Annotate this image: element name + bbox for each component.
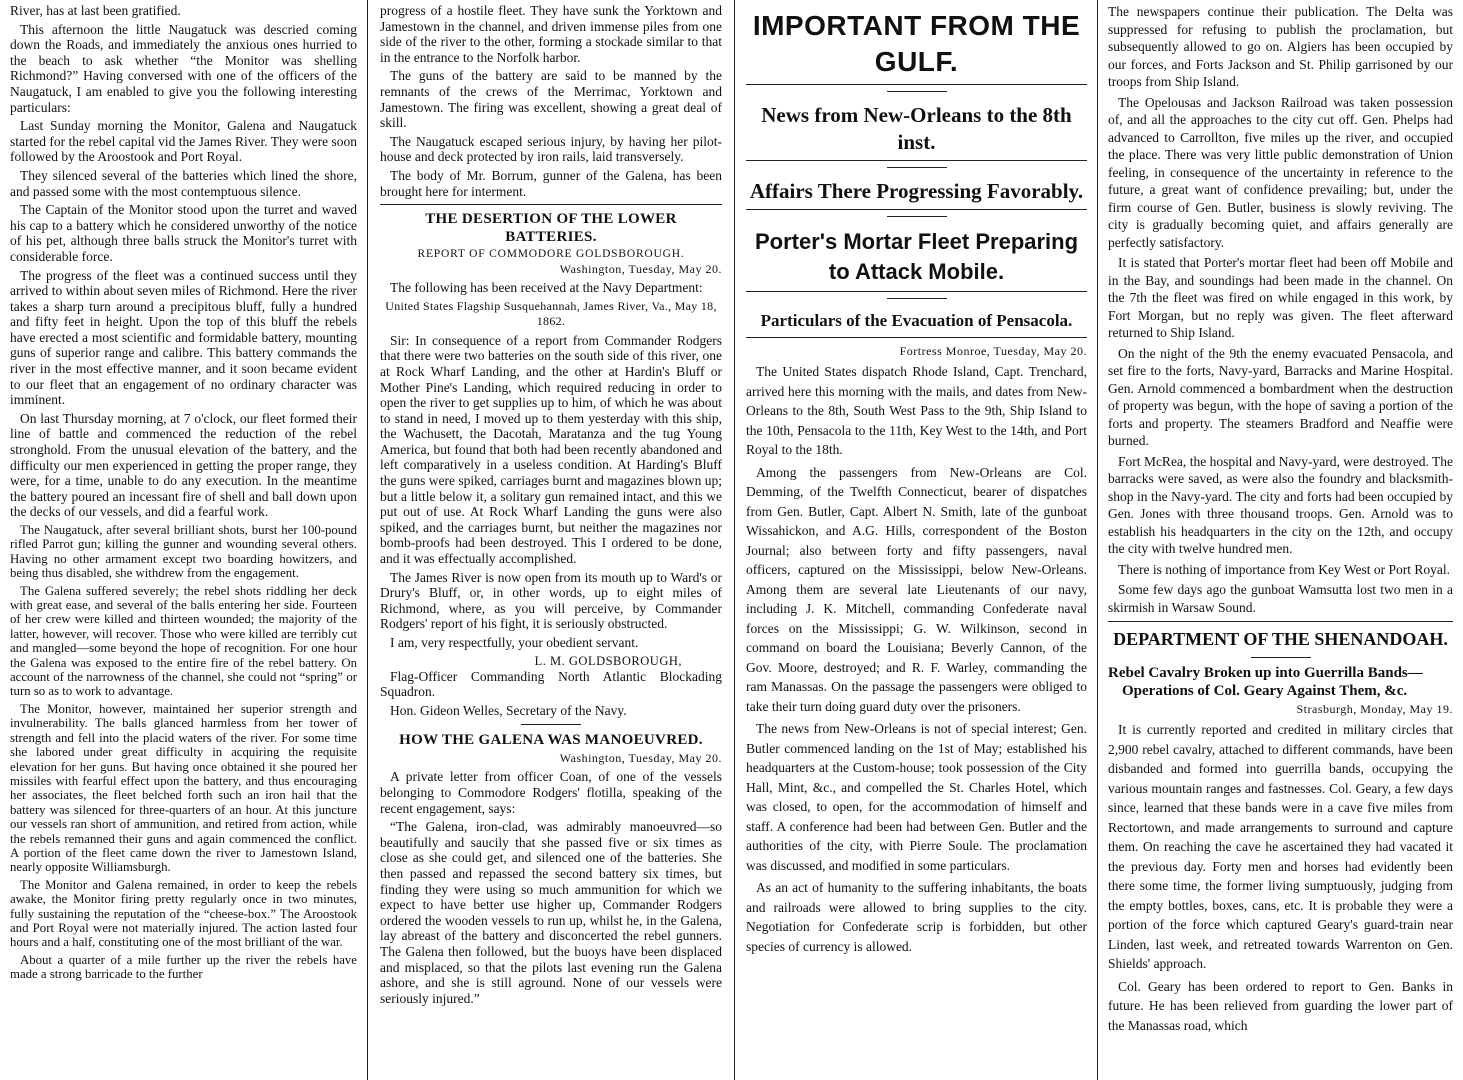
column-1 xyxy=(4,0,361,1080)
article-paragraph: Hon. Gideon Welles, Secretary of the Navy. xyxy=(390,702,627,718)
article-paragraph: The newspapers continue their publication. The Delta was suppressed for refusing to publish the proclamation, but subsequently allowed to go on. Algiers has been occupied by our forces, and Forts Jackson and St. Philip garrisoned by our troops from Ship Island. xyxy=(1108,4,1453,89)
dateline: Strasburgh, Monday, May 19. xyxy=(1296,702,1453,716)
column-rule xyxy=(734,0,735,1080)
sub-headline: Porter's Mortar Fleet Preparing to Attack Mobile. xyxy=(754,229,1079,284)
article-paragraph: “The Galena, iron-clad, was admirably manoeuvred—so beautifully and saucily that she passed five or six times as close as she could get, and silenced one of the batteries. She then passed and repassed the second battery six times, but finding they were using so much ammunition for which we expect to have better use higher up, Commander Rodgers ordered the wooden vessels to run up, whilst he, in the Galena, lay abreast of the battery and disconcerted the rebel gunners. The Galena then followed, but the buoys have been displaced and misplaced, so that the pilots last evening run the Galena ashore, and she is still aground. None of our vessels were seriously injured.” xyxy=(380,819,722,1006)
section-divider xyxy=(380,204,722,205)
article-paragraph: They silenced several of the batteries which lined the shore, and passed some with the most contemptuous silence. xyxy=(10,167,357,199)
article-paragraph: There is nothing of importance from Key West or Port Royal. xyxy=(1118,561,1450,577)
column-rule xyxy=(367,0,368,1080)
main-headline: IMPORTANT FROM THE GULF. xyxy=(752,10,1081,77)
section-subhead: REPORT OF COMMODORE GOLDSBOROUGH. xyxy=(417,248,685,261)
section-divider xyxy=(887,298,947,299)
section-headline: DEPARTMENT OF THE SHENANDOAH. xyxy=(1113,629,1448,649)
article-paragraph: The Opelousas and Jackson Railroad was taken possession of, and all the approaches to the city cut off. Gen. Phelps had advanced to Carrollton, five miles up the river, and occupied the place. There was very little public demonstration of Union feeling, in consequence of the uncertainty in reference to the future, a great want of confidence prevailing; but, under the firm course of Gen. Butler, business is slowly reviving. The city is gradually becoming quiet, and affairs generally are perfectly satisfactory. xyxy=(1108,94,1453,250)
article-paragraph: It is stated that Porter's mortar fleet had been off Mobile and in the Bay, and soundings had been made in the channel. On the 7th the fleet was fired on while engaged in this work, by Fort Morgan, but no reply was given. The fleet afterward returned to Ship Island. xyxy=(1108,255,1453,340)
article-paragraph: The guns of the battery are said to be manned by the remnants of the crews of the Merrimac, Yorktown and Jamestown. The firing was excellent, showing a great deal of skill. xyxy=(380,68,722,131)
article-paragraph: progress of a hostile fleet. They have sunk the Yorktown and Jamestown in the channel, and driven immense piles from one side of the river to the other, forming a stockade similar to that in the entrance to the Norfolk harbor. xyxy=(380,3,722,65)
article-paragraph: The body of Mr. Borrum, gunner of the Galena, has been brought here for interment. xyxy=(380,167,722,199)
article-paragraph: Fort McRea, the hospital and Navy-yard, were destroyed. The barracks were saved, as were also the foundry and blacksmith-shop in the Navy-yard. The city and forts had been occupied by Gen. Jones with three thousand troops. Gen. Arnold was to establish his headquarters in the city on the 12th, and occupy the city with twelve hundred men. xyxy=(1108,453,1453,556)
section-divider xyxy=(887,216,947,217)
signature: L. M. GOLDSBOROUGH, xyxy=(534,653,682,668)
sub-headline: Particulars of the Evacuation of Pensacola. xyxy=(760,311,1073,330)
article-paragraph: River, has at last been gratified. xyxy=(10,3,181,18)
article-paragraph: The news from New-Orleans is not of special interest; Gen. Butler commenced landing on the 1st of May; established his headquarters at the Custom-house; took possession of the City Hall, Mint, &c., and compelled the St. Charles Hotel, which was closed, to open, for the accommodation of himself and staff. A conference had been had between Gen. Butler and the authorities of the city, with Pierre Soule. The proclamation was discussed, and modified in some particulars. xyxy=(746,721,1087,873)
column-4 xyxy=(1102,0,1459,1080)
article-paragraph: Among the passengers from New-Orleans are Col. Demming, of the Twelfth Connecticut, bearer of dispatches from Gen. Butler, Capt. Albert N. Smith, late of the gunboat Wissahickon, and A.G. Hills, correspondent of the Boston Journal; also between forty and fifty passengers, naval officers, captured on the Mississippi, below New-Orleans. Among them are several late Lieutenants of our navy, including J. K. Mitchell, commanding Confederate naval forces on the Mississippi; G. W. Wilkinson, second in command on board the Louisiana; Beverly Cannon, of the Gov. Moore, destroyed; and R. F. Warley, commanding the ram Manassas. On the passage the passengers were obliged to take their turn doing guard duty over the prisoners. xyxy=(746,464,1087,714)
article-paragraph: A private letter from officer Coan, of one of the vessels belonging to Commodore Rodgers' flotilla, speaking of the recent engagement, says: xyxy=(380,769,722,816)
article-paragraph: The United States dispatch Rhode Island, Capt. Trenchard, arrived here this morning with the mails, and dates from New-Orleans to the 8th, South West Pass to the 9th, Ship Island to the 10th, Pensacola to the 11th, Key West to the 14th, and Port Royal to the 18th. xyxy=(746,364,1087,457)
section-headline: THE DESERTION OF THE LOWER BATTERIES. xyxy=(425,211,677,246)
article-paragraph: It is currently reported and credited in military circles that 2,900 rebel cavalry, attached to different commands, have been disbanded and formed into guerrilla bands, occupying the various mountain ranges and fastnesses. Col. Geary, a few days since, learned that these bands were in a cave five miles from Rectortown, and made arrangements to surround and capture them. On reaching the cave he ascertained they had vacated it the previous day. Forty men and horses had evidently been there some time, the former living sumptuously, judging from the empty bottles, boxes, cans, etc. It is probable they were a portion of the force which captured Geary's guard-train near Linden, last week, and retreated towards Warrenton on Gen. Shields' approach. xyxy=(1108,722,1453,971)
section-subhead: Rebel Cavalry Broken up into Guerrilla Bands—Operations of Col. Geary Against Them, &c. xyxy=(1108,665,1423,699)
dateline: Washington, Tuesday, May 20. xyxy=(559,262,722,277)
section-divider xyxy=(887,91,947,92)
column-3 xyxy=(740,0,1093,1080)
dateline: Fortress Monroe, Tuesday, May 20. xyxy=(899,344,1087,358)
section-headline: HOW THE GALENA WAS MANOEUVRED. xyxy=(399,732,703,749)
section-divider xyxy=(1108,621,1453,622)
section-divider xyxy=(521,724,581,725)
article-paragraph: Col. Geary has been ordered to report to Gen. Banks in future. He has been relieved from guarding the lower part of the Manassas road, which xyxy=(1108,978,1453,1033)
article-paragraph: Some few days ago the gunboat Wamsutta lost two men in a skirmish in Warsaw Sound. xyxy=(1108,582,1453,615)
article-paragraph: Sir: In consequence of a report from Commander Rodgers that there were two batteries on the south side of this river, one at Rock Wharf Landing, and the other at Hardin's Bluff or Mother Pine's Landing, which required reducing in order to open the river to get supplies up to him, of which he was about to stand in need, I moved up to them yesterday with this ship, the Wachusett, the Dacotah, Maratanza and the tug Young America, but found that both had been recently abandoned and left comparatively in a useless condition. At Harding's Bluff the guns were spiked, carriages burnt and magazines blown up; but a little below it, a solitary gun remained intact, and this we put out of use. At Rock Wharf Landing the guns were also spiked, and the carriages burnt, but neither the magazines nor bomb-proofs had been destroyed. This I ordered to be done, and it was effectually accomplished. xyxy=(380,332,722,567)
article-paragraph: The Naugatuck, after several brilliant shots, burst her 100-pound rifled Parrot gun; killing the gunner and wounding several others. Having no other armament except two boarding howitzers, and being thus disabled, she withdrew from the engagement. xyxy=(10,523,357,581)
article-paragraph: I am, very respectfully, your obedient servant. xyxy=(390,635,639,650)
article-paragraph: The Galena suffered severely; the rebel shots riddling her deck with great ease, and several of the balls entering her side. Fourteen of her crew were killed and thirteen wounded; the majority of the latter, however, will recover. Those who were killed are terribly cut and mangled—some beyond the hope of recognition. For one hour the Galena was exposed to the entire fire of the rebel battery. On account of the narrowness of the channel, she could not “spring” or turn so as to work to advantage. xyxy=(10,583,357,699)
article-paragraph: Last Sunday morning the Monitor, Galena and Naugatuck started for the rebel capital vid the James River. They were soon followed by the Aroostook and Port Royal. xyxy=(10,118,357,165)
article-paragraph: The Captain of the Monitor stood upon the turret and waved his cap to a battery which he considered unworthy of the notice of his pet, although three balls struck the Monitor's turret with considerable force. xyxy=(10,202,357,264)
section-divider xyxy=(1251,657,1311,658)
sub-headline: Affairs There Progressing Favorably. xyxy=(749,179,1084,203)
article-paragraph: The progress of the fleet was a continued success until they arrived to within about seven miles of Richmond. Here the river takes a sharp turn around a precipitous bluff, fully a hundred and fifty feet in height. Upon the top of this bluff the rebels have erected a most scientific and formidable battery, mounting guns of superior range and calibre. This battery commands the river in the most effective manner, and it soon became evident to our fleet that an engagement of no ordinary character was imminent. xyxy=(10,267,357,408)
article-paragraph: The Monitor and Galena remained, in order to keep the rebels awake, the Monitor firing pretty regularly once in two minutes, fully sustaining the reputation of the “cheese-box.” The Aroostook and Port Royal were not materially injured. The action lasted four hours and a half, constituting one of the most brilliant of the war. xyxy=(10,877,357,950)
article-paragraph: The following has been received at the Navy Department: xyxy=(390,280,703,296)
column-rule xyxy=(1097,0,1098,1080)
article-paragraph: As an act of humanity to the suffering inhabitants, the boats and railroads were allowed to bring supplies to the city. Negotiation for Confederate scrip is forbidden, but other species of currency is allowed. xyxy=(746,880,1087,954)
article-paragraph: On last Thursday morning, at 7 o'clock, our fleet formed their line of battle and commenced the reduction of the rebel stronghold. From the unusual elevation of the battery, and the difficulty our men experienced in getting the proper range, they were, for a time, unable to do any execution. In the meantime the battery poured an incessant fire of shell and ball down upon the decks of our vessels, and did a fearful work. xyxy=(10,410,357,520)
article-paragraph: The Naugatuck escaped serious injury, by having her pilot-house and deck protected by iron rails, laid transversely. xyxy=(380,133,722,165)
article-paragraph: Flag-Officer Commanding North Atlantic Blockading Squadron. xyxy=(380,668,722,700)
article-paragraph: On the night of the 9th the enemy evacuated Pensacola, and set fire to the forts, Navy-yard, Barracks and Marine Hospital. Gen. Arnold commenced a bombardment when the destruction of property was begun, with the hope of saving a portion of the forts and property. The steamers Bradford and Neaffie were burned. xyxy=(1108,345,1453,448)
section-divider xyxy=(887,167,947,168)
article-paragraph: The James River is now open from its mouth up to Ward's or Drury's Bluff, or, in other words, up to eight miles of Richmond, where, as you will perceive, by Commander Rodgers' report of his fight, it is seriously obstructed. xyxy=(380,569,722,632)
sub-headline: News from New-Orleans to the 8th inst. xyxy=(761,103,1072,154)
article-paragraph: The Monitor, however, maintained her superior strength and invulnerability. The balls glanced harmless from her tower of strength and fell into the placid waters of the river. For some time she labored under great difficulty in acquiring the requisite elevation for her guns. But having once obtained it she poured her missiles with fearful effect upon the battery, and thus encouraging her associates, the fleet belched forth such an iron hail that the battery was silenced for three-quarters of an hour. At this juncture our vessels ran short of ammunition, and retired from action, while the rebels remanned their guns and again commenced the conflict. A portion of the fleet came down the river to Jamestown Island, nearly opposite Williamsburgh. xyxy=(10,701,357,875)
article-paragraph: About a quarter of a mile further up the river the rebels have made a strong barricade to the further xyxy=(10,952,357,982)
article-paragraph: This afternoon the little Naugatuck was descried coming down the Roads, and immediately the anxious ones hurried to the beach to ask whether “the Monitor was shelling Richmond?” Having conversed with one of the officers of the Naugatuck, I am enabled to give you the following interesting particulars: xyxy=(10,21,357,115)
column-2 xyxy=(372,0,728,1080)
letter-address: United States Flagship Susquehannah, James River, Va., May 18, 1862. xyxy=(385,298,717,328)
dateline: Washington, Tuesday, May 20. xyxy=(559,751,722,766)
